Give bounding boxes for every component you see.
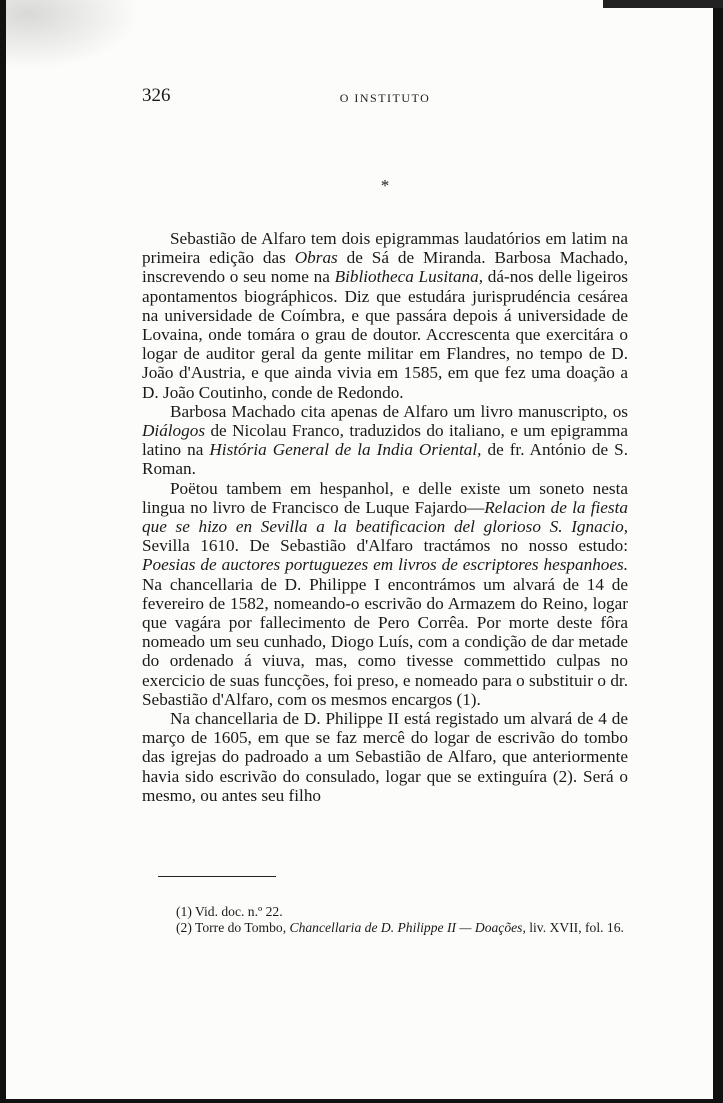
page-number: 326: [142, 85, 171, 106]
text-run: dá-nos delle ligeiros apontamentos biográphicos. Diz que estudára jurisprudéncia cesárea na universidade de Coímbra, e que passára depois á universidade de Lovaina, onde tomára o grau de doutor. Accrescenta que exercitára o logar de auditor geral da gente militar em Flandres, no tempo de D. João d'Austria, e que ainda vivia em 1585, em que fez uma doação a D. João Coutinho, conde de Redondo.: [142, 267, 628, 402]
paragraph: [142, 479, 628, 709]
text-run: de Sá de Miranda. Barbosa Machado, inscrevendo o seu nome na: [142, 248, 628, 287]
scan-border-right: [713, 0, 723, 1103]
text-run: Sevilla 1610. De Sebastião d'Alfaro tractámos no nosso estudo:: [142, 536, 628, 556]
italic-title-text: Diálogos: [142, 421, 206, 441]
text-run: Na chancellaria de D. Philippe I encontrámos um alvará de 14 de fevereiro de 1582, nomeando-o escrivão do Armazem do Reino, logar que vagára por fallecimento de Pero Corrêa. Por morte deste fôra nomeado um seu cunhado, Diogo Luís, com a condição de dar metade do ordenado á viuva, mas, como tivesse commettido culpas no exercicio de suas funcções, foi preso, e nomeado para o substituir o dr. Sebastião d'Alfaro, com os mesmos encargos (1).: [142, 574, 628, 709]
footnote: [142, 920, 628, 936]
text-run: de fr. António de S. Roman.: [142, 440, 628, 479]
body-text: [142, 229, 628, 805]
text-run: Poëtou tambem em hespanhol, e delle existe um soneto nesta lingua no livro de Francisco de Luque Fajardo—: [142, 478, 628, 517]
running-title: O INSTITUTO: [339, 91, 431, 105]
footnote-rule: [158, 876, 276, 877]
paragraph: [142, 709, 628, 805]
paragraph: [142, 229, 628, 402]
footnotes: [142, 904, 628, 936]
italic-title-text: Poesias de auctores portuguezes em livros de escriptores hespanhoes.: [142, 555, 628, 575]
text-run: Sebastião de Alfaro tem dois epigrammas laudatórios em latim na primeira edição das: [142, 229, 628, 268]
paragraph: [142, 402, 628, 479]
scan-smudge: [0, 0, 140, 70]
running-head: [142, 85, 628, 115]
text-run: Barbosa Machado cita apenas de Alfaro um livro manuscripto, os: [170, 401, 628, 421]
italic-title-text: História General de la India Oriental,: [209, 440, 482, 460]
text-run: (1) Vid. doc. n.º 22.: [176, 904, 283, 919]
text-run: (2) Torre do Tombo,: [176, 920, 290, 935]
text-run: liv. XVII, fol. 16.: [525, 920, 624, 935]
text-run: de Nicolau Franco, traduzidos do italiano, e um epigramma latino na: [142, 421, 628, 460]
scan-border-left: [0, 0, 6, 1103]
scan-border-bottom: [0, 1099, 723, 1103]
scan-border-top: [603, 0, 723, 8]
section-separator: *: [380, 176, 390, 195]
footnote: [142, 904, 628, 920]
italic-title-text: Chancellaria de D. Philippe II — Doações,: [289, 920, 526, 935]
italic-title-text: Obras: [294, 248, 338, 268]
text-run: Na chancellaria de D. Philippe II está registado um alvará de 4 de março de 1605, em que se faz mercê do logar de escrivão do tombo das igrejas do padroado a um Sebastião de Alfaro, que anteriormente havia sido escrivão do consulado, logar que se extinguíra (2). Será o mesmo, ou antes seu filho: [142, 709, 628, 805]
italic-title-text: Relacion de la fiesta que se hizo en Sevilla a la beatificacion del glorioso S. Ignacio,: [142, 497, 628, 537]
italic-title-text: Bibliotheca Lusitana,: [334, 267, 484, 287]
